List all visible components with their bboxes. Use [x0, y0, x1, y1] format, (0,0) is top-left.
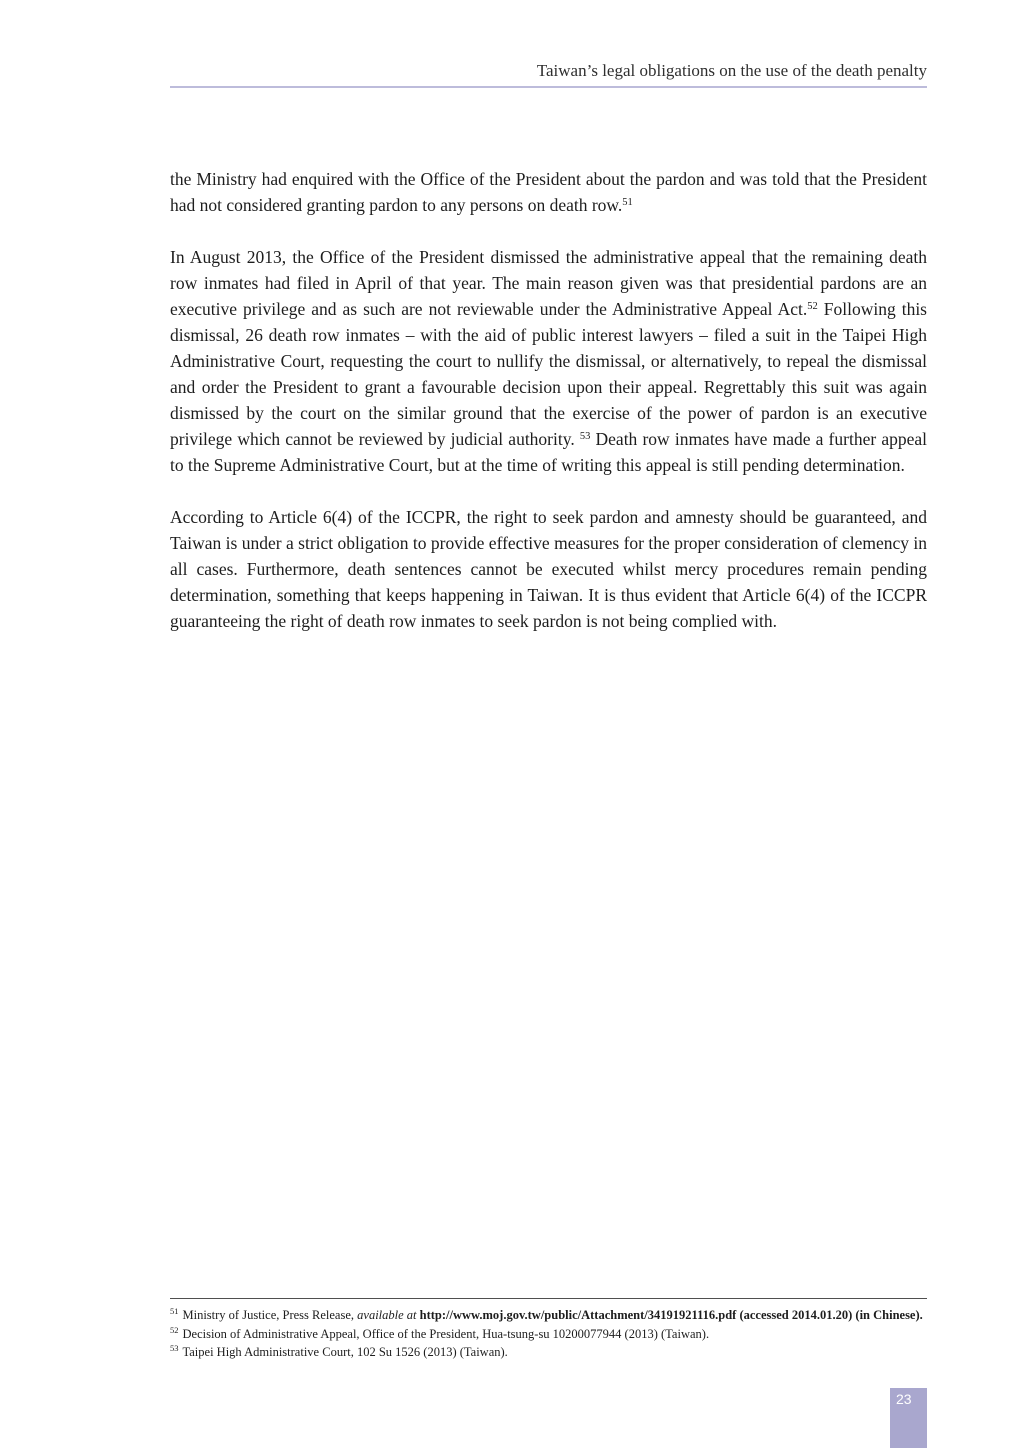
footnote-53-number: 53 — [170, 1343, 179, 1354]
page-number-badge — [890, 1388, 927, 1448]
header-rule — [170, 86, 927, 88]
footnote-ref-52: 52 — [807, 301, 818, 313]
footnote-51-available-at: available at — [357, 1308, 420, 1322]
footnote-53-text: Taipei High Administrative Court, 102 Su 1526 (2013) (Taiwan). — [182, 1345, 508, 1359]
footnote-ref-53: 53 — [579, 431, 591, 443]
footnote-52 — [170, 1325, 927, 1344]
paragraph-2 — [170, 244, 927, 478]
footnote-ref-51: 51 — [622, 197, 633, 209]
footnote-52-number: 52 — [170, 1324, 179, 1335]
footnotes-section — [170, 1298, 927, 1362]
paragraph-1-text: the Ministry had enquired with the Office of the President about the pardon and was told that the President had not considered granting pardon to any persons on death row. — [170, 169, 927, 215]
paragraph-3 — [170, 504, 927, 634]
footnote-rule — [170, 1298, 927, 1299]
running-header-title: Taiwan’s legal obligations on the use of the death penalty — [536, 61, 927, 80]
footnote-51-text: Ministry of Justice, Press Release, — [182, 1308, 358, 1322]
paragraph-2-text-b: Following this dismissal, 26 death row inmates – with the aid of public interest lawyers – filed a suit in the Taipei High Administrative Court, requesting the court to nullify the dismissal, or alternatively, to repeal the dismissal and order the President to grant a favourable decision upon their appeal. Regrettably this suit was again dismissed by the court on the similar ground that the exercise of the power of pardon is an executive privilege which cannot be reviewed by judicial authority. — [170, 299, 927, 449]
footnote-52-text: Decision of Administrative Appeal, Office of the President, Hua-tsung-su 10200077944 (2013) (Taiwan). — [182, 1326, 710, 1341]
footnote-51-number: 51 — [170, 1306, 179, 1317]
footnote-51 — [170, 1306, 927, 1325]
footnote-51-url: http://www.moj.gov.tw/public/Attachment/34191921116.pdf (accessed 2014.01.20) (in Chinese). — [419, 1308, 923, 1322]
paragraph-2-text-a: In August 2013, the Office of the President dismissed the administrative appeal that the remaining death row inmates had filed in April of that year. The main reason given was that presidential pardons are an executive privilege and as such are not reviewable under the Administrative Appeal Act. — [170, 247, 927, 319]
paragraph-2-text-c: Death row inmates have made a further appeal to the Supreme Administrative Court, but at the time of writing this appeal is still pending determination. — [170, 429, 927, 475]
page-number: 23 — [896, 1391, 912, 1407]
paragraph-3-text: According to Article 6(4) of the ICCPR, the right to seek pardon and amnesty should be guaranteed, and Taiwan is under a strict obligation to provide effective measures for the proper consideration of clemency in all cases. Furthermore, death sentences cannot be executed whilst mercy procedures remain pending determination, something that keeps happening in Taiwan. It is thus evident that Article 6(4) of the ICCPR guaranteeing the right of death row inmates to seek pardon is not being complied with. — [170, 507, 927, 631]
body-text — [170, 166, 927, 660]
footnote-53 — [170, 1343, 927, 1362]
paragraph-1 — [170, 166, 927, 218]
